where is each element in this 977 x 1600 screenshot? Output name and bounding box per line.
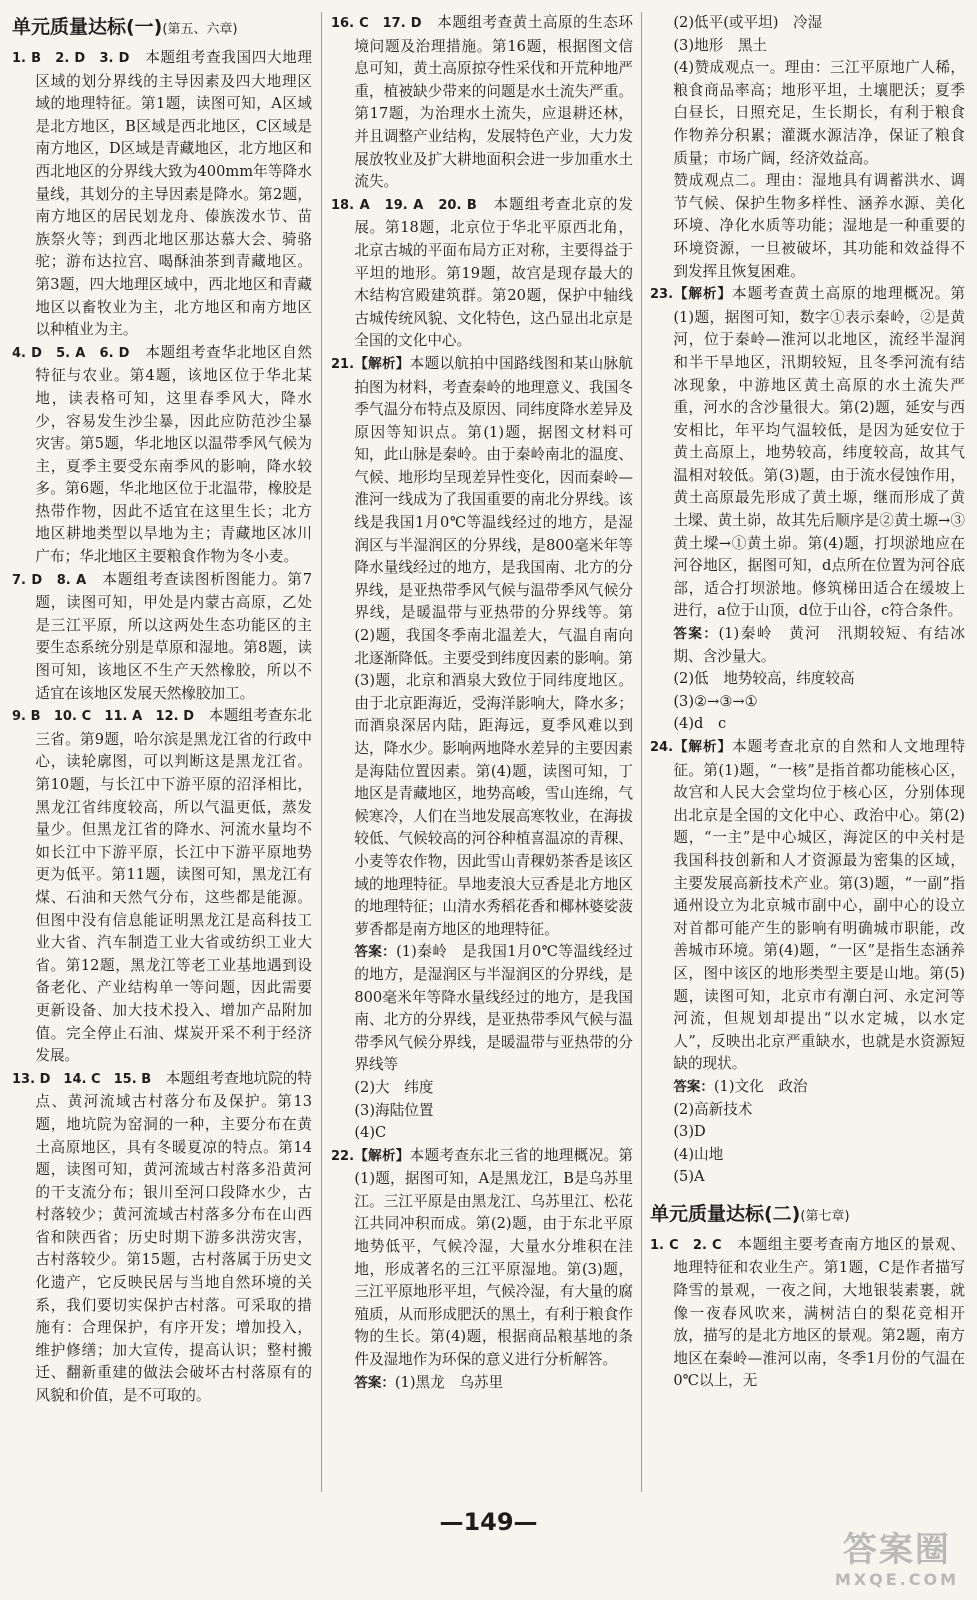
answer-label: 答案：: [673, 1078, 714, 1095]
answer-explanation: 本题组考查黄土高原的生态环境问题及治理措施。第16题，根据图文信息可知，黄土高原掠夺性采伐和开荒种地严重，植被缺少带来的问题是水土流失严重。第17题，为治理水土流失，应退耕还林，并且调整产业结构，发展特色产业，大力发展放牧业及扩大耕地面积会进一步加重水土流失。: [354, 14, 633, 191]
answer-numbers: 22.: [331, 1148, 355, 1164]
section-title-text: 单元质量达标(一): [12, 16, 163, 38]
answer-item: [650, 1234, 965, 1393]
answer-numbers: 1. B 2. D 3. D: [12, 51, 130, 66]
analysis-tag: 【解析】: [354, 1147, 410, 1164]
answer-item: [12, 569, 312, 706]
answer-text: (1)黑龙 乌苏里: [394, 1373, 504, 1391]
answer-explanation: 本题组考查读图析图能力。第7题，读图可知，甲处是内蒙古高原，乙处是三江平原，所以这两处生态功能区的主要生态系统分别是草原和湿地。第8题，读图可知，该地区不生产天然橡胶，所以不适宜在该地区发展天然橡胶加工。: [35, 570, 312, 702]
column-right: [650, 12, 965, 1502]
answer-explanation: 本题组考查地坑院的特点、黄河流域古村落分布及保护。第13题，地坑院为窑洞的一种，主要分布在黄土高原地区，具有冬暖夏凉的特点。第14题，读图可知，黄河流域古村落多沿黄河的干支流分布；银川至河口段降水少，古村落较少；黄河流域古村落多分布在山西省和陕西省；历史时期下游多洪涝灾害，古村落较少。第15题，古村落属于历史文化遗产，它反映民居与当地自然环境的关系，我们要切实保护古村落。可采取的措施有：合理保护，有序开发；增加投入，维护修缮；加大宣传，提高认识；整村搬迁、翻新重建的做法会破坏古村落原有的风貌和价值，是不可取的。: [35, 1069, 312, 1405]
answer-item: [650, 736, 965, 1076]
answer-line: (3)地形 黑土: [673, 36, 768, 54]
answer-item: [650, 283, 965, 623]
answer-numbers: 23.: [650, 287, 674, 303]
answer-line: (3)海陆位置: [354, 1101, 434, 1119]
answer-line: (4)C: [354, 1124, 387, 1142]
answer-explanation: 本题组考查北京的发展。第18题，北京位于华北平原西北角，北京古城的平面布局方正对称，主要得益于平坦的地形。第19题，故宫是现存最大的木结构宫殿建筑群。第20题，保护中轴线古城传统风貌、文化特色，这凸显出北京是全国的文化中心。: [354, 195, 633, 350]
answer-numbers: 4. D 5. A 6. D: [12, 345, 130, 361]
section-title-scope: (第五、六章): [162, 22, 238, 37]
answer-label: 答案：: [354, 944, 397, 961]
answer-numbers: 21.: [331, 356, 355, 372]
watermark-site: MXQE.COM: [834, 1570, 959, 1589]
analysis-tag: 【解析】: [354, 355, 410, 372]
answer-line: 赞成观点二。理由：湿地具有调蓄洪水、调节气候、保护生物多样性、涵养水源、美化环境、净化水质等功能；湿地是一种重要的环境资源，一旦被破坏，其功能和效益得不到发挥且恢复困难。: [673, 172, 965, 280]
answer-item: [12, 1068, 312, 1408]
answer-numbers: 7. D 8. A: [12, 572, 87, 588]
answer-block: [650, 623, 965, 736]
column-left: [12, 12, 312, 1502]
answer-line: [354, 941, 633, 1077]
answer-line: (3)②→③→①: [673, 692, 758, 710]
answer-item: [331, 353, 633, 941]
answer-numbers: 13. D 14. C 15. B: [12, 1071, 152, 1087]
watermark-logo: [835, 1530, 959, 1589]
answer-explanation: 本题考查黄土高原的地理概况。第(1)题，据图可知，数字①表示秦岭，②是黄河，位于秦岭—淮河以北地区，流经半湿润和半干旱地区，汛期较短，且冬季河流有结冰现象，中游地区黄土高原的水土流失严重，河水的含沙量很大。第(2)题，延安与西安相比，年平均气温较低，是因为延安位于黄土高原上，地势较高，纬度较高，故其气温相对较低。第(3)题，由于流水侵蚀作用，黄土高原最先形成了黄土塬，继而形成了黄土墚、黄土峁，故其先后顺序是②黄土塬→③黄土墚→①黄土峁。第(4)题，打坝淤地应在河谷地区，据图可知，d点所在位置为河谷底部，适合打坝淤地。修筑梯田适合在缓坡上进行，a位于山顶，d位于山谷，c符合条件。: [673, 285, 965, 620]
answer-text: (1)秦岭 是我国1月0℃等温线经过的地方，是湿润区与半湿润区的分界线，是800毫米年等降水量线经过的地方，是我国南、北方的分界线，是亚热带季风气候与温带季风气候分界线，是暖温带与亚热带的分界线等: [354, 943, 633, 1074]
answer-text: (1)文化 政治: [713, 1077, 808, 1095]
answer-numbers: 24.: [650, 740, 674, 755]
analysis-tag: 【解析】: [673, 286, 733, 303]
answer-numbers: 1. C 2. C: [650, 1237, 722, 1253]
answer-line: (3)D: [673, 1123, 706, 1141]
answer-block: [650, 1076, 965, 1189]
answer-block: [650, 12, 965, 283]
answer-line: (2)高新技术: [673, 1100, 753, 1118]
watermark-brand: 答案圈: [842, 1530, 951, 1570]
answer-text: (1)秦岭 黄河 汛期较短、有结冰期、含沙量大。: [673, 625, 965, 665]
answer-explanation: 本题以航拍中国路线图和某山脉航拍图为材料，考查秦岭的地理意义、我国冬季气温分布特点及原因、同纬度降水差异及原因等知识点。第(1)题，据图文材料可知，此山脉是秦岭。由于秦岭南北的温度、气候、地形均呈现差异性变化，因而秦岭—淮河一线成为了我国重要的南北分界线。该线是我国1月0℃等温线经过的地方，是湿润区与半湿润区的分界线，是800毫米年等降水量线经过的地方，是我国南、北方的分界线，是亚热带季风气候与温带季风气候分界线，是暖温带与亚热带的分界线等。第(2)题，我国冬季南北温差大，气温自南向北逐渐降低。主要受到纬度因素的影响。第(3)题，北京和酒泉大致位于同纬度地区。由于北京距海近，受海洋影响大，降水多；而酒泉深居内陆，距海远，夏季风难以到达，降水少。影响两地降水差异的主要因素是海陆位置因素。第(4)题，读图可知，丁地区是青藏地区，地势高峻，雪山连绵，气候寒冷，人们在当地发展高寒牧业，在海拔较低、气候较高的河谷种植喜温凉的青稞、小麦等农作物，因此雪山青稞奶茶香是该区域的地理特征。旱地麦浪大豆香是北方地区的地理特征；山清水秀稻花香和椰林婆娑菠萝香都是南方地区的地理特征。: [354, 354, 633, 938]
answer-numbers: 16. C 17. D: [331, 16, 422, 31]
answer-explanation: 本题组主要考查南方地区的景观、地理特征和农业生产。第1题，C是作者描写降雪的景观，一夜之间，大地银装素裹，就像一夜春风吹来，满树洁白的梨花竞相开放，描写的是北方地区的景观。第2题，南方地区在秦岭—淮河以南，冬季1月份的气温在0℃以上，无: [673, 1235, 965, 1390]
section-title-text: 单元质量达标(二): [650, 1202, 801, 1225]
answer-line: [354, 1372, 633, 1395]
answer-line: (4)赞成观点一。理由：三江平原地广人稀，粮食商品率高；地形平坦，土壤肥沃；夏季白昼长，日照充足，生长期长，有利于粮食作物养分积累；灌溉水源洁净，保证了粮食质量；市场广阔，经济效益高。: [673, 59, 965, 167]
answer-line: [673, 1076, 965, 1099]
section-title-scope: (第七章): [800, 1208, 850, 1224]
answer-line: (5)A: [673, 1168, 705, 1186]
answer-numbers: 9. B 10. C 11. A 12. D: [12, 709, 194, 725]
answer-explanation: 本题组考查我国四大地理区域的划分界线的主导因素及四大地理区域的地理特征。第1题，读图可知，A区域是北方地区，B区域是西北地区，C区域是南方地区，D区域是青藏地区，北方地区和西北地区的分界线大致为400mm年等降水量线，其划分的主导因素是降水。第2题，南方地区的居民划龙舟、傣族泼水节、苗族祭火等；到西北地区那达慕大会、骑骆驼；游布达拉宫、喝酥油茶到青藏地区。第3题，四大地理区域中，西北地区和青藏地区以畜牧业为主，北方地区和南方地区以种植业为主。: [35, 49, 312, 339]
column-divider: [641, 12, 642, 1492]
page-number: —149—: [439, 1508, 538, 1536]
answer-item: [12, 47, 312, 342]
answer-item: [12, 342, 312, 569]
answer-line: (2)低 地势较高，纬度较高: [673, 670, 855, 688]
answer-label: 答案：: [673, 626, 719, 643]
answer-numbers: 18. A 19. A 20. B: [331, 197, 477, 213]
answer-item: [12, 705, 312, 1068]
answer-line: (4)d c: [673, 715, 727, 733]
answer-explanation: 本题考查北京的自然和人文地理特征。第(1)题，“一核”是指首都功能核心区，故宫和人民大会堂均位于核心区，分别体现出北京是全国的文化中心、政治中心。第(2)题，“一主”是中心城区，海淀区的中关村是我国科技创新和人才资源最为密集的区域，主要发展高新技术产业。第(3)题，“一副”指通州设立为北京城市副中心，副中心的设立对首都可能产生的影响有明确城市职能，改善城市环境。第(4)题，“一区”是指生态涵养区，图中该区的地形类型主要是山地。第(5)题，读图可知，北京市有潮白河、永定河等河流，但规划却提出“以水定城，以水定人”，反映出北京严重缺水，也就是水资源短缺的现状。: [673, 738, 965, 1073]
answer-line: (2)大 纬度: [354, 1078, 434, 1096]
answer-line: (4)山地: [673, 1145, 724, 1163]
answer-item: [331, 194, 633, 353]
answer-item: [331, 1145, 633, 1372]
answer-item: [331, 12, 633, 194]
answer-line: (2)低平(或平坦) 冷湿: [673, 14, 823, 31]
answer-explanation: 本题组考查华北地区自然特征与农业。第4题，该地区位于华北某地，读表格可知，这里春季风大，降水少，容易发生沙尘暴，因此应防范沙尘暴灾害。第5题，华北地区以温带季风气候为主，夏季主要受东南季风的影响，降水较多。第6题，华北地区位于北温带，橡胶是热带作物，因此不适宜在这里生长；北方地区耕地类型以旱地为主；青藏地区冰川广布；华北地区主要粮食作物为冬小麦。: [35, 343, 312, 566]
column-middle: [331, 12, 633, 1502]
section-title: [12, 12, 312, 45]
answer-explanation: 本题组考查东北三省。第9题，哈尔滨是黑龙江省的行政中心，读轮廓图，可以判断这是黑龙江省。第10题，与长江中下游平原的沼泽相比，黑龙江省纬度较高，所以气温更低，蒸发量少。但黑龙江省的降水、河流水量均不如长江中下游平原，长江中下游平原地势更为低平。第11题，读图可知，黑龙江有煤、石油和天然气分布，这些都是能源。但图中没有信息能证明黑龙江是高科技工业大省、汽车制造工业大省或纺织工业大省。第12题，黑龙江等老工业基地遇到设备老化、产业结构单一等问题，因此需要更新设备、加大技术投入、增加产品附加值。完全停止石油、煤炭开采不利于经济发展。: [35, 707, 312, 1065]
answer-line: [673, 623, 965, 668]
analysis-tag: 【解析】: [673, 739, 733, 755]
answer-block: [331, 941, 633, 1144]
answer-explanation: 本题考查东北三省的地理概况。第(1)题，据图可知，A是黑龙江，B是乌苏里江。三江平原是由黑龙江、乌苏里江、松花江共同冲积而成。第(2)题，由于东北平原地势低平，气候冷湿，大量水分堆积在洼地，形成著名的三江平原湿地。第(3)题，三江平原地形平坦，气候冷湿，有大量的腐殖质，从而形成肥沃的黑土，有利于粮食作物的生长。第(4)题，根据商品粮基地的条件及湿地作为环保的意义进行分析解答。: [354, 1146, 633, 1369]
answer-block: [331, 1372, 633, 1395]
section-title: [650, 1199, 965, 1232]
column-divider: [321, 12, 322, 1492]
answer-label: 答案：: [354, 1374, 395, 1391]
